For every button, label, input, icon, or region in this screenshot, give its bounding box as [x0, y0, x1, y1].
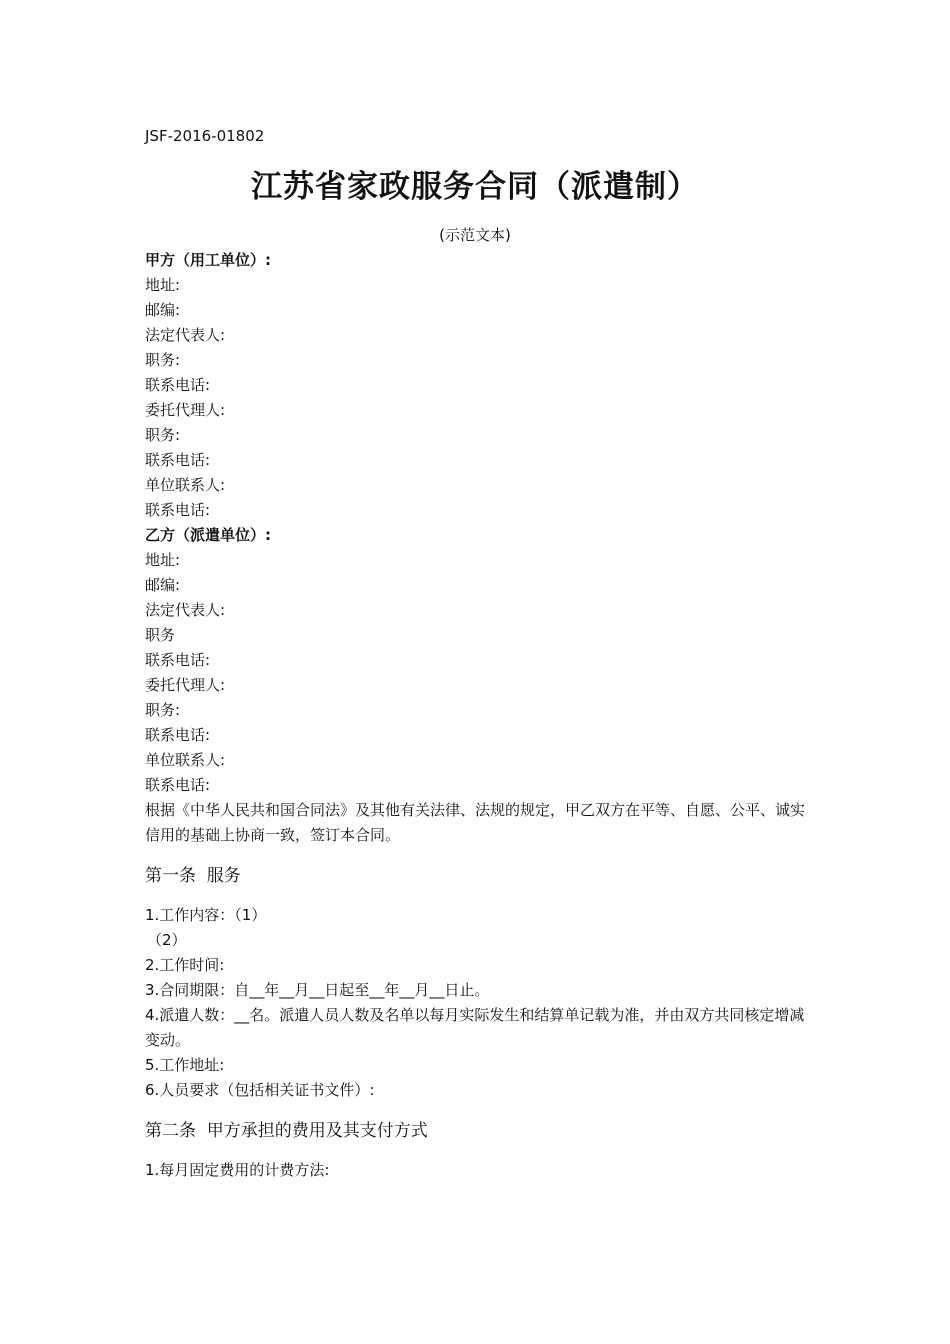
party-a-agent-position: 职务:: [145, 426, 181, 444]
party-b-agent-phone: 联系电话:: [145, 726, 211, 744]
party-a-phone: 联系电话:: [145, 376, 211, 394]
article-1-item-5: 5.工作地址:: [145, 1056, 225, 1074]
party-a-agent-phone: 联系电话:: [145, 451, 211, 469]
party-a-postcode: 邮编:: [145, 301, 181, 319]
party-a-address: 地址:: [145, 276, 181, 294]
party-a-agent: 委托代理人:: [145, 401, 226, 419]
party-b-phone: 联系电话:: [145, 651, 211, 669]
document-subtitle: (示范文本): [439, 226, 511, 244]
party-a-heading: 甲方（用工单位）:: [145, 251, 271, 269]
contract-body: [145, 248, 810, 1183]
party-a-legal-rep: 法定代表人:: [145, 326, 226, 344]
preamble-paragraph: 根据《中华人民共和国合同法》及其他有关法律、法规的规定，甲乙双方在平等、自愿、公平、诚实信用的基础上协商一致，签订本合同。: [145, 801, 806, 844]
article-1-item-2: 2.工作时间:: [145, 956, 225, 974]
article-1-item-3: 3.合同期限：自__年__月__日起至__年__月__日止。: [145, 981, 490, 999]
party-a-position: 职务:: [145, 351, 181, 369]
party-b-postcode: 邮编:: [145, 576, 181, 594]
article-1-item-6: 6.人员要求（包括相关证书文件）:: [145, 1081, 375, 1099]
party-a-contact: 单位联系人:: [145, 476, 226, 494]
article-1-item-1: 1.工作内容：（1）: [145, 906, 267, 924]
party-a-contact-phone: 联系电话:: [145, 501, 211, 519]
party-b-address: 地址:: [145, 551, 181, 569]
document-title: 江苏省家政服务合同（派遣制）: [251, 169, 699, 205]
article-1-item-1-sub-2: （2）: [147, 931, 187, 949]
party-b-legal-rep: 法定代表人:: [145, 601, 226, 619]
party-b-contact: 单位联系人:: [145, 751, 226, 769]
party-b-agent-position: 职务:: [145, 701, 181, 719]
party-b-heading: 乙方（派遣单位）:: [145, 526, 271, 544]
article-2-title: 第二条 甲方承担的费用及其支付方式: [145, 1121, 428, 1141]
party-b-agent: 委托代理人:: [145, 676, 226, 694]
article-1-item-4: 4.派遣人数：__名。派遣人员人数及名单以每月实际发生和结算单记载为准，并由双方共同核定增减变动。: [145, 1006, 805, 1049]
article-1-title: 第一条 服务: [145, 866, 241, 886]
document-code: JSF-2016-01802: [145, 127, 265, 145]
party-b-contact-phone: 联系电话:: [145, 776, 211, 794]
party-b-position: 职务: [145, 626, 176, 644]
article-2-item-1: 1.每月固定费用的计费方法:: [145, 1161, 330, 1179]
